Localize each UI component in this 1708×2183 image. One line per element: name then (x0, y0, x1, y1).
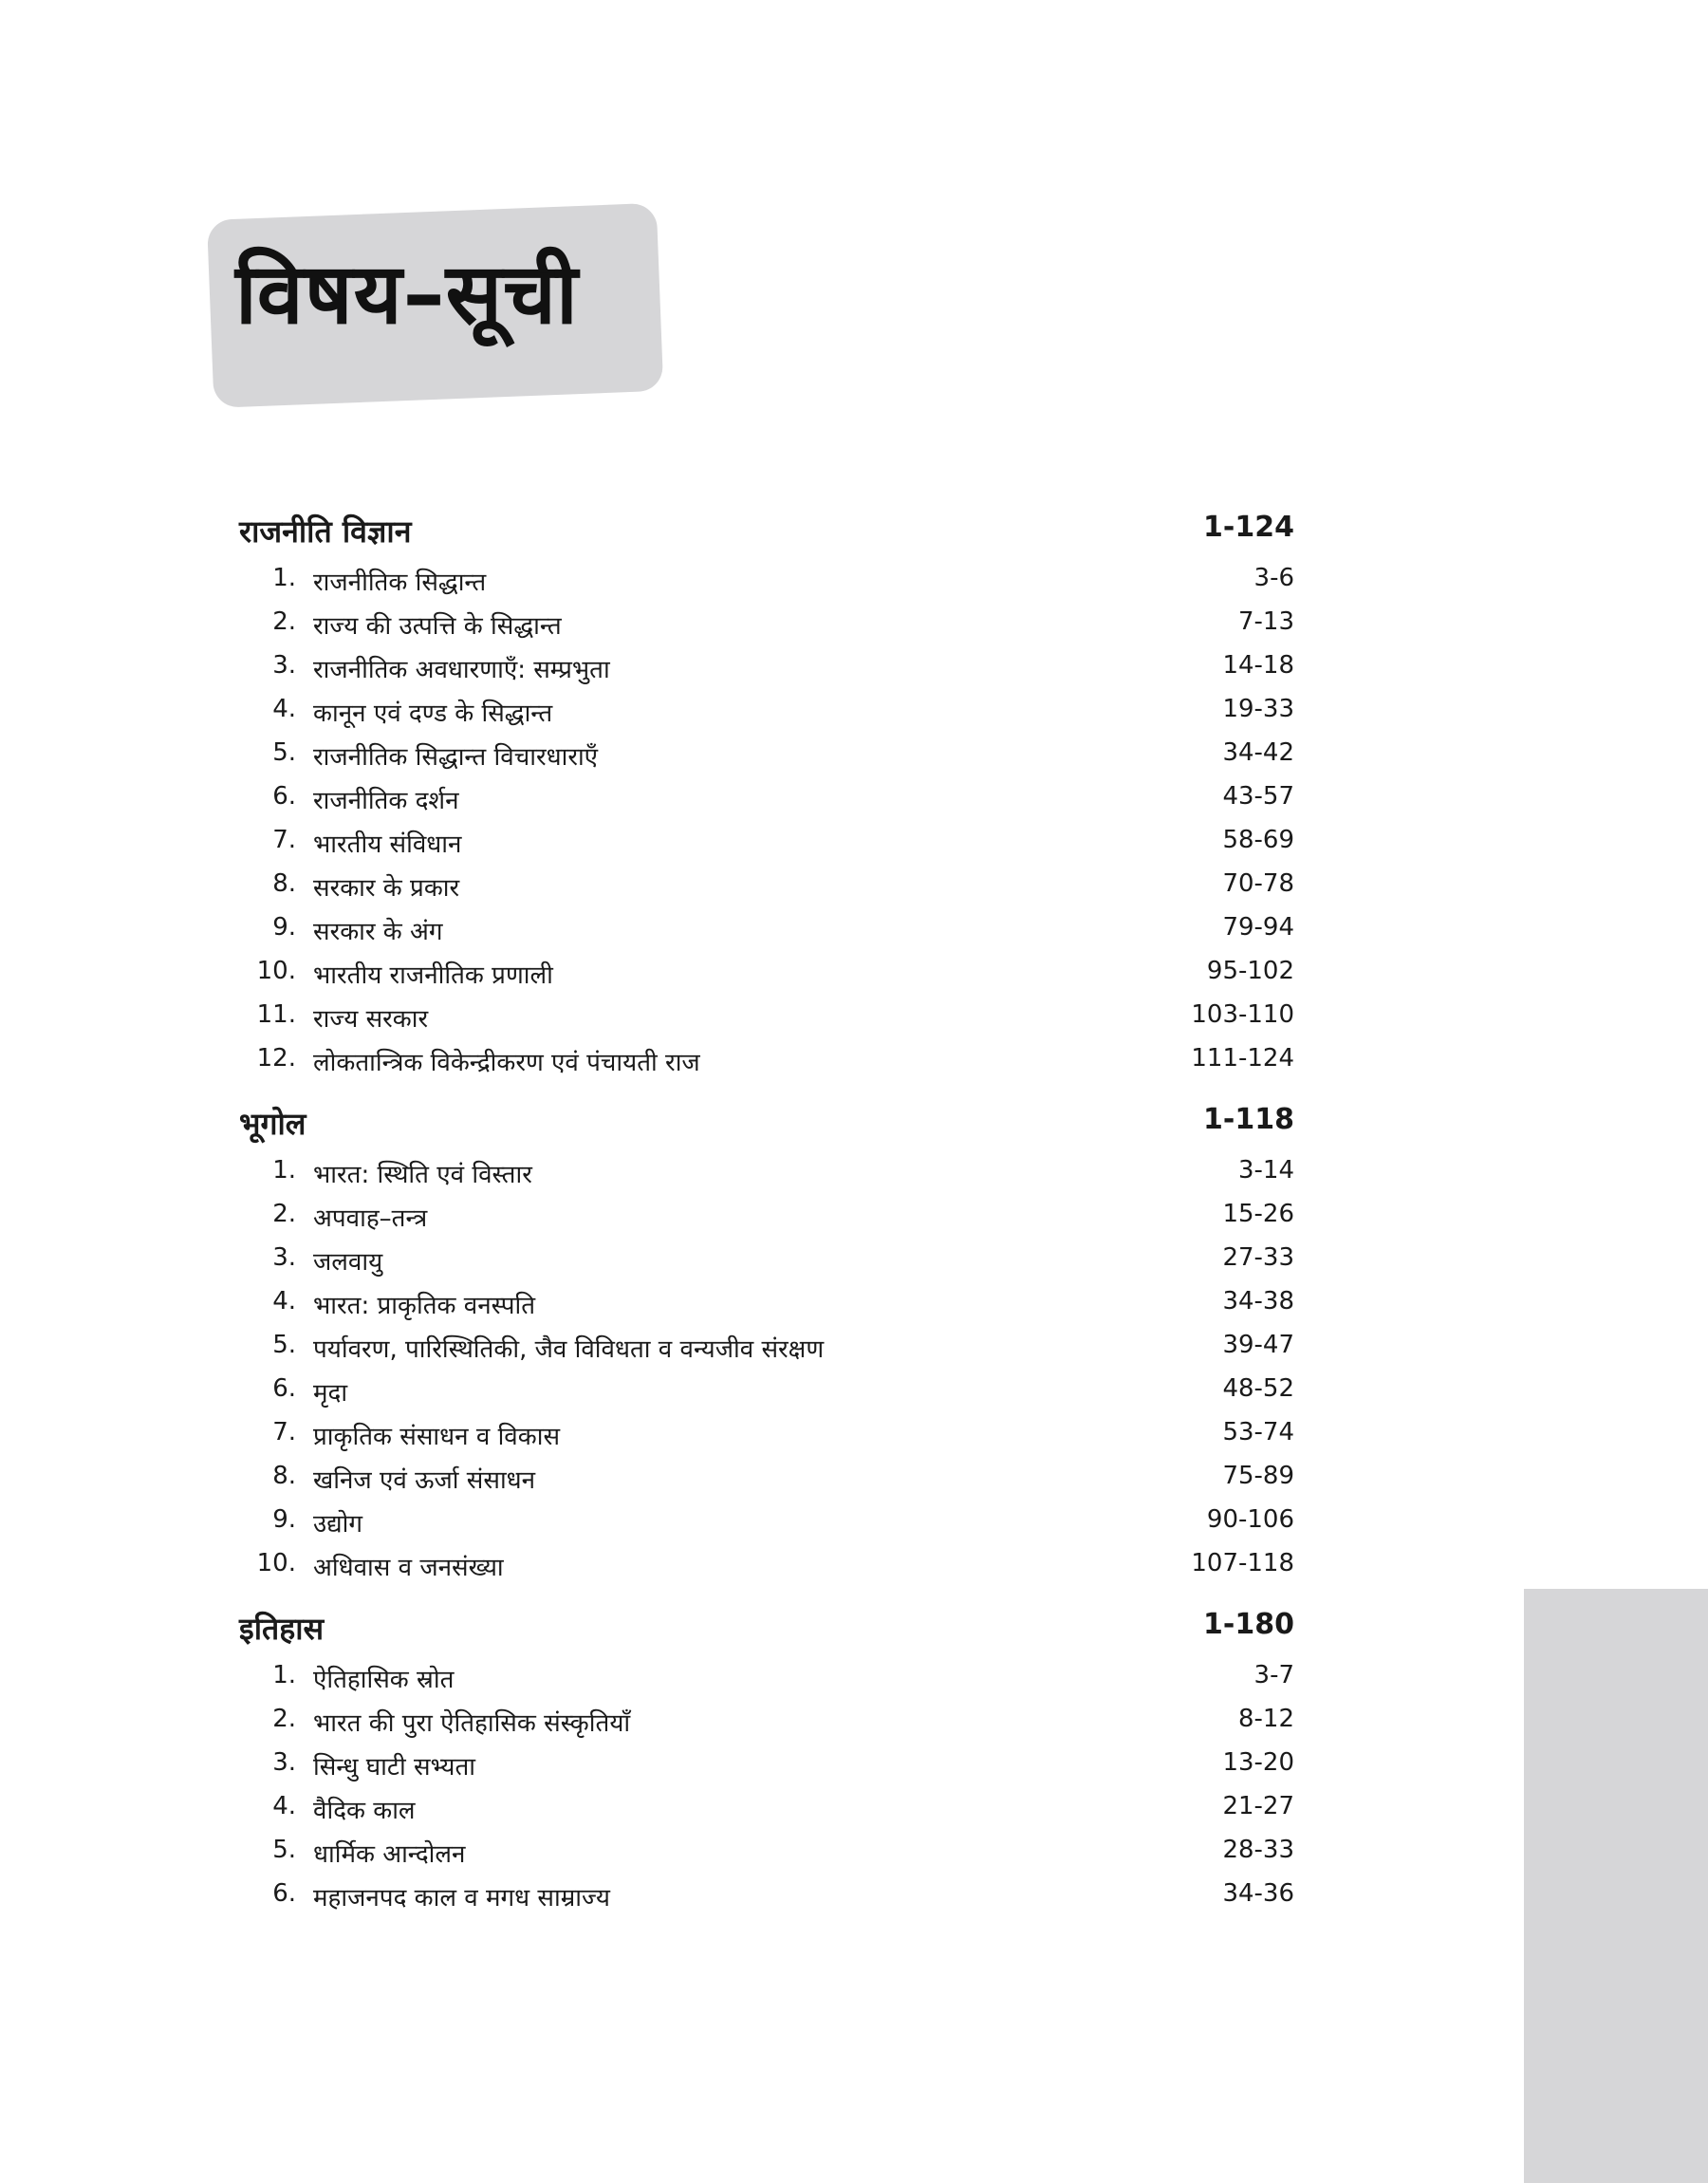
section-title: भूगोल (239, 1106, 306, 1142)
section-title: राजनीति विज्ञान (239, 513, 412, 550)
entry-number: 3. (272, 651, 296, 680)
entry-title: अधिवास व जनसंख्या (313, 1554, 504, 1582)
toc-entry[interactable] (0, 1148, 1708, 1192)
page-title: विषय–सूची (235, 245, 579, 343)
entry-number: 12. (256, 1044, 296, 1073)
entry-page-range: 107-118 (1191, 1549, 1294, 1577)
toc-entry[interactable] (0, 862, 1708, 905)
toc-section (0, 1598, 1708, 1915)
entry-page-range: 13-20 (1222, 1748, 1294, 1777)
toc-entry[interactable] (0, 993, 1708, 1036)
entry-page-range: 28-33 (1222, 1836, 1294, 1864)
entry-number: 4. (272, 1792, 296, 1820)
toc-entry[interactable] (0, 1279, 1708, 1323)
entry-number: 1. (272, 1156, 296, 1185)
entry-title: कानून एवं दण्ड के सिद्धान्त (313, 700, 553, 728)
entry-page-range: 75-89 (1222, 1462, 1294, 1490)
toc-entry[interactable] (0, 1741, 1708, 1784)
entry-title: सिन्धु घाटी सभ्यता (313, 1753, 475, 1782)
entry-page-range: 70-78 (1222, 869, 1294, 898)
toc-section (0, 501, 1708, 1080)
entry-title: भारत की पुरा ऐतिहासिक संस्कृतियाँ (313, 1709, 631, 1738)
toc-entry[interactable] (0, 1697, 1708, 1741)
toc-entry[interactable] (0, 1784, 1708, 1828)
entry-title: भारतीय संविधान (313, 830, 462, 859)
entry-number: 9. (272, 1505, 296, 1534)
entry-page-range: 14-18 (1222, 651, 1294, 680)
entry-page-range: 48-52 (1222, 1374, 1294, 1403)
entry-number: 5. (272, 1331, 296, 1359)
section-page-range: 1-118 (1203, 1103, 1294, 1136)
entry-title: प्राकृतिक संसाधन व विकास (313, 1423, 561, 1451)
entry-page-range: 19-33 (1222, 695, 1294, 723)
entry-page-range: 95-102 (1206, 957, 1294, 985)
toc-entry[interactable] (0, 556, 1708, 600)
entry-title: खनिज एवं ऊर्जा संसाधन (313, 1466, 536, 1495)
toc-entry[interactable] (0, 818, 1708, 862)
entry-number: 1. (272, 564, 296, 592)
entry-number: 7. (272, 1418, 296, 1446)
entry-title: उद्योग (313, 1510, 363, 1539)
entry-page-range: 39-47 (1222, 1331, 1294, 1359)
entry-page-range: 103-110 (1191, 1000, 1294, 1029)
entry-number: 3. (272, 1748, 296, 1777)
entry-title: लोकतान्त्रिक विकेन्द्रीकरण एवं पंचायती राज (313, 1049, 700, 1077)
entry-page-range: 21-27 (1222, 1792, 1294, 1820)
toc-entry[interactable] (0, 1872, 1708, 1915)
entry-title: ऐतिहासिक स्रोत (313, 1666, 455, 1694)
section-header[interactable] (0, 1598, 1708, 1653)
entry-number: 6. (272, 1879, 296, 1908)
entry-number: 6. (272, 782, 296, 811)
entry-title: राजनीतिक अवधारणाएँ: सम्प्रभुता (313, 656, 610, 684)
entry-number: 10. (256, 957, 296, 985)
table-of-contents (0, 501, 1708, 1915)
entry-page-range: 34-42 (1222, 738, 1294, 767)
entry-title: भारत: प्राकृतिक वनस्पति (313, 1292, 536, 1320)
entry-page-range: 43-57 (1222, 782, 1294, 811)
entry-number: 5. (272, 738, 296, 767)
toc-entry[interactable] (0, 774, 1708, 818)
entry-page-range: 90-106 (1206, 1505, 1294, 1534)
entry-title: राजनीतिक दर्शन (313, 787, 459, 815)
entry-title: मृदा (313, 1379, 348, 1408)
toc-entry[interactable] (0, 949, 1708, 993)
toc-entry[interactable] (0, 1192, 1708, 1236)
entry-title: जलवायु (313, 1248, 383, 1277)
section-header[interactable] (0, 1093, 1708, 1148)
toc-entry[interactable] (0, 1653, 1708, 1697)
toc-entry[interactable] (0, 1454, 1708, 1498)
entry-number: 2. (272, 1200, 296, 1228)
toc-entry[interactable] (0, 644, 1708, 687)
toc-entry[interactable] (0, 1828, 1708, 1872)
entry-title: भारतीय राजनीतिक प्रणाली (313, 961, 553, 990)
entry-number: 7. (272, 826, 296, 854)
toc-entry[interactable] (0, 1541, 1708, 1585)
section-header[interactable] (0, 501, 1708, 556)
toc-entry[interactable] (0, 1323, 1708, 1367)
entry-page-range: 15-26 (1222, 1200, 1294, 1228)
entry-page-range: 79-94 (1222, 913, 1294, 942)
entry-page-range: 27-33 (1222, 1243, 1294, 1272)
entry-page-range: 111-124 (1191, 1044, 1294, 1073)
entry-number: 1. (272, 1661, 296, 1689)
entry-number: 4. (272, 1287, 296, 1315)
toc-entry[interactable] (0, 1410, 1708, 1454)
entry-page-range: 7-13 (1237, 607, 1294, 636)
toc-entry[interactable] (0, 1367, 1708, 1410)
section-page-range: 1-124 (1203, 511, 1294, 544)
entry-title: अपवाह–तन्त्र (313, 1204, 428, 1233)
toc-entry[interactable] (0, 1036, 1708, 1080)
toc-entry[interactable] (0, 905, 1708, 949)
entry-page-range: 3-7 (1253, 1661, 1294, 1689)
entry-number: 9. (272, 913, 296, 942)
entry-title: धार्मिक आन्दोलन (313, 1840, 466, 1869)
entry-number: 8. (272, 869, 296, 898)
entry-page-range: 53-74 (1222, 1418, 1294, 1446)
entry-title: पर्यावरण, पारिस्थितिकी, जैव विविधता व वन्यजीव संरक्षण (313, 1335, 825, 1364)
entry-number: 6. (272, 1374, 296, 1403)
entry-page-range: 3-6 (1253, 564, 1294, 592)
entry-number: 4. (272, 695, 296, 723)
toc-entry[interactable] (0, 1498, 1708, 1541)
entry-page-range: 3-14 (1237, 1156, 1294, 1185)
entry-page-range: 58-69 (1222, 826, 1294, 854)
entry-number: 11. (256, 1000, 296, 1029)
section-page-range: 1-180 (1203, 1608, 1294, 1641)
entry-page-range: 34-36 (1222, 1879, 1294, 1908)
toc-section (0, 1093, 1708, 1585)
entry-title: सरकार के अंग (313, 918, 443, 946)
entry-title: राज्य की उत्पत्ति के सिद्धान्त (313, 612, 562, 641)
entry-number: 2. (272, 1705, 296, 1733)
section-title: इतिहास (239, 1611, 325, 1647)
entry-title: वैदिक काल (313, 1797, 416, 1825)
entry-page-range: 34-38 (1222, 1287, 1294, 1315)
toc-entry[interactable] (0, 731, 1708, 774)
entry-number: 8. (272, 1462, 296, 1490)
toc-entry[interactable] (0, 1236, 1708, 1279)
entry-title: सरकार के प्रकार (313, 874, 460, 903)
entry-title: भारत: स्थिति एवं विस्तार (313, 1161, 532, 1189)
toc-entry[interactable] (0, 687, 1708, 731)
entry-title: महाजनपद काल व मगध साम्राज्य (313, 1884, 610, 1912)
entry-title: राज्य सरकार (313, 1005, 429, 1034)
entry-number: 10. (256, 1549, 296, 1577)
entry-number: 2. (272, 607, 296, 636)
entry-title: राजनीतिक सिद्धान्त (313, 569, 487, 597)
entry-page-range: 8-12 (1237, 1705, 1294, 1733)
toc-entry[interactable] (0, 600, 1708, 644)
entry-number: 5. (272, 1836, 296, 1864)
entry-title: राजनीतिक सिद्धान्त विचारधाराएँ (313, 743, 599, 772)
entry-number: 3. (272, 1243, 296, 1272)
